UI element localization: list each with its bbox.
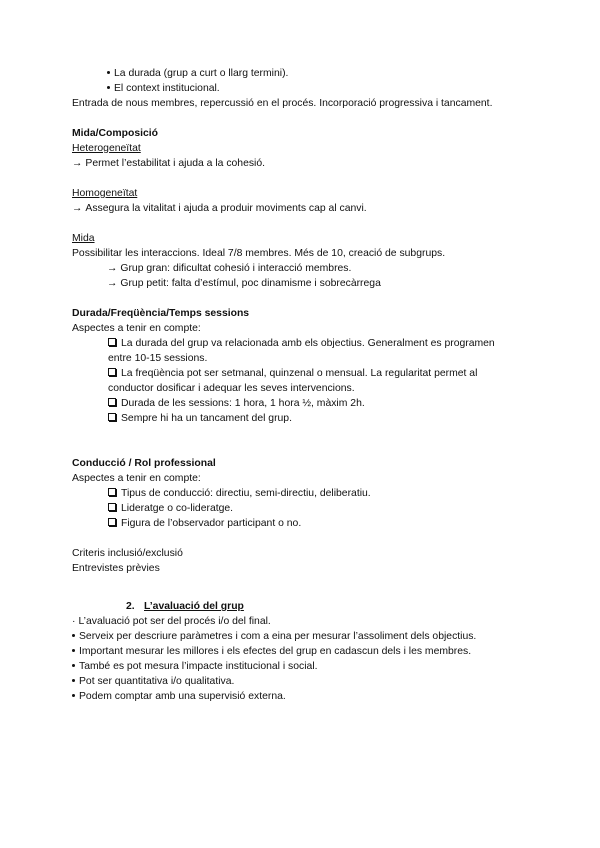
list-item: → Grup petit: falta d’estímul, poc dinamisme i sobrecàrrega [107, 278, 381, 289]
bullet-icon [72, 634, 75, 637]
subheading-homogeneitat: Homogeneïtat [72, 188, 138, 199]
bullet-icon [72, 679, 75, 682]
text-line: Entrevistes prèvies [72, 563, 160, 574]
arrow-icon: → [72, 158, 83, 169]
list-item: → Grup gran: dificultat cohesió i interacció membres. [107, 263, 352, 274]
list-item: Figura de l’observador participant o no. [72, 516, 542, 531]
checkbox-bullet-icon [108, 488, 116, 496]
text-line: Aspectes a tenir en compte: [72, 473, 201, 484]
dot-marker-icon: · [72, 616, 76, 627]
bullet-icon [72, 649, 75, 652]
section-heading-mida: Mida/Composició [72, 128, 159, 139]
section-heading-avaluacio: 2. L’avaluació del grup [126, 601, 244, 612]
intro-line: Entrada de nous membres, repercussió en el procés. Incorporació progressiva i tancament. [72, 98, 493, 109]
checkbox-bullet-icon [108, 413, 116, 421]
list-item: La durada del grup va relacionada amb els objectius. Generalment es programen entre 10-15 sessions. [108, 338, 495, 364]
text-line: Aspectes a tenir en compte: [72, 323, 201, 334]
text-line: Criteris inclusió/exclusió [72, 548, 183, 559]
bullet-icon [107, 86, 110, 89]
list-item: La freqüència pot ser setmanal, quinzenal o mensual. La regularitat permet al conductor dosificar i adequar les seves intervencions. [108, 368, 478, 394]
document-page [72, 66, 542, 704]
arrow-icon: → [107, 278, 118, 289]
list-item: La durada (grup a curt o llarg termini). [72, 66, 542, 81]
list-item: Lideratge o co-lideratge. [72, 501, 542, 516]
list-item: També es pot mesura l’impacte institucional i social. [72, 659, 542, 674]
subheading-heterogeneitat: Heterogeneïtat [72, 143, 141, 154]
bullet-icon [72, 694, 75, 697]
text-line: → Permet l’estabilitat i ajuda a la cohesió. [72, 158, 266, 169]
text-line: → Assegura la vitalitat i ajuda a produir moviments cap al canvi. [72, 203, 367, 214]
text-line: · L’avaluació pot ser del procés i/o del final. [72, 616, 271, 627]
section-number: 2. [126, 601, 135, 612]
arrow-icon: → [107, 263, 118, 274]
bullet-icon [107, 71, 110, 74]
arrow-icon: → [72, 203, 83, 214]
subheading-mida: Mida [72, 233, 95, 244]
checkbox-bullet-icon [108, 518, 116, 526]
checkbox-bullet-icon [108, 503, 116, 511]
bullet-icon [72, 664, 75, 667]
list-item: Sempre hi ha un tancament del grup. [72, 411, 542, 426]
checkbox-bullet-icon [108, 368, 116, 376]
text-line: Possibilitar les interaccions. Ideal 7/8 membres. Més de 10, creació de subgrups. [72, 248, 446, 259]
section-heading-conduccio: Conducció / Rol professional [72, 458, 216, 469]
list-item: Durada de les sessions: 1 hora, 1 hora ½, màxim 2h. [72, 396, 542, 411]
checkbox-bullet-icon [108, 398, 116, 406]
list-item: Important mesurar les millores i els efectes del grup en cadascun dels i les membres. [72, 644, 542, 659]
list-item: Serveix per descriure paràmetres i com a eina per mesurar l’assoliment dels objectius. [72, 629, 542, 644]
list-item: El context institucional. [72, 81, 542, 96]
section-heading-durada: Durada/Freqüència/Temps sessions [72, 308, 250, 319]
checkbox-bullet-icon [108, 338, 116, 346]
list-item: Tipus de conducció: directiu, semi-directiu, deliberatiu. [72, 486, 542, 501]
list-item: Pot ser quantitativa i/o qualitativa. [72, 674, 542, 689]
list-item: Podem comptar amb una supervisió externa. [72, 689, 542, 704]
